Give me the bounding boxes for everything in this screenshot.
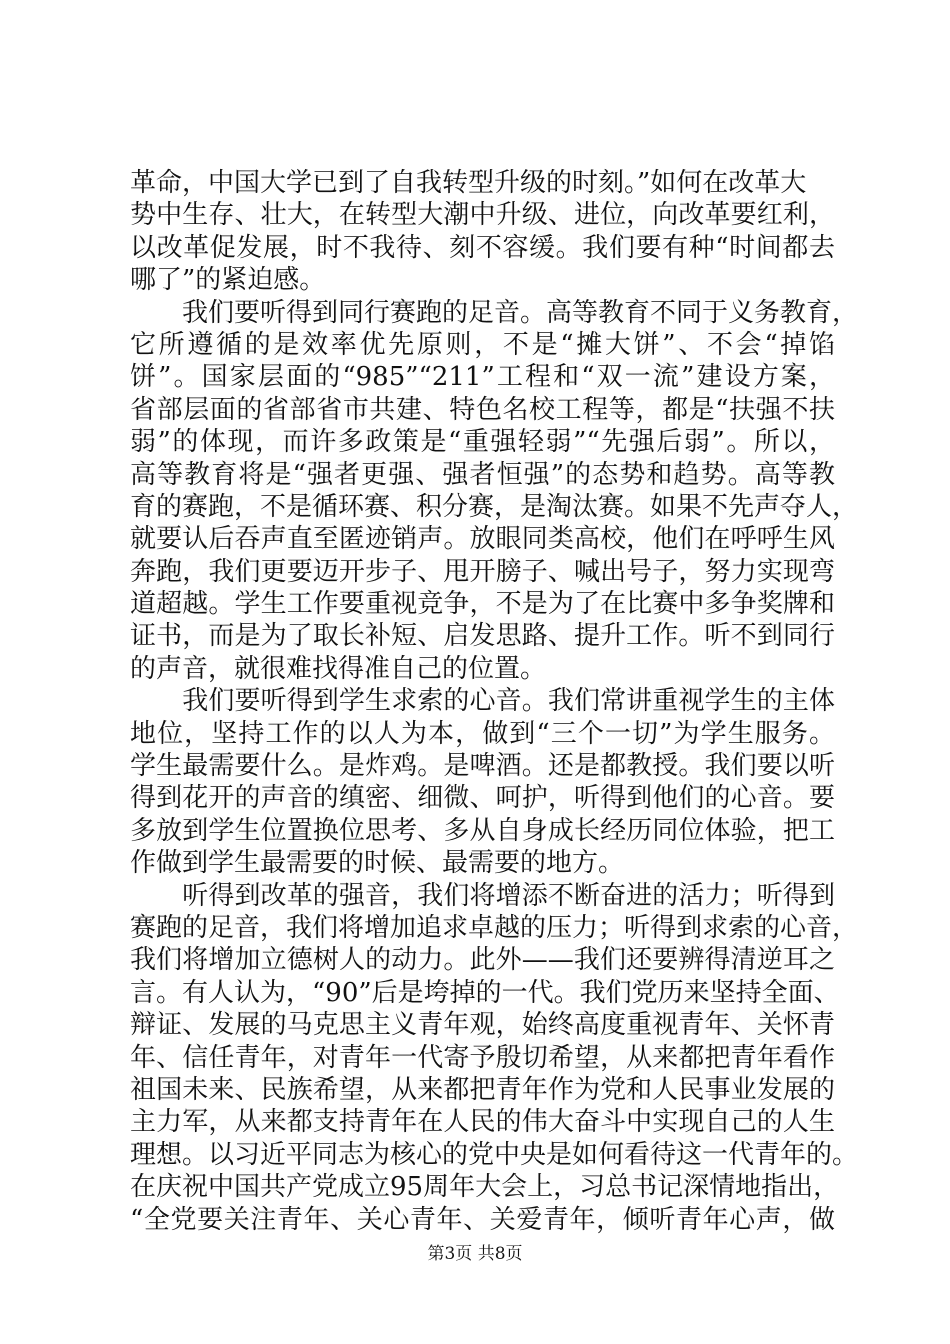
text-line: 学生最需要什么。是炸鸡。是啤酒。还是都教授。我们要以听 [130, 751, 835, 782]
text-line: 势中生存、壮大，在转型大潮中升级、进位，向改革要红利， [130, 200, 835, 231]
text-line: 得到花开的声音的缜密、细微、呵护，听得到他们的心音。要 [130, 783, 835, 814]
text-line: 哪了”的紧迫感。 [130, 265, 326, 296]
text-line: 祖国未来、民族希望，从来都把青年作为党和人民事业发展的 [130, 1074, 835, 1105]
text-line: 多放到学生位置换位思考、多从自身成长经历同位体验，把工 [130, 815, 835, 846]
text-line: 育的赛跑，不是循环赛、积分赛，是淘汰赛。如果不先声夺人， [130, 491, 859, 522]
text-line: 证书，而是为了取长补短、启发思路、提升工作。听不到同行 [130, 621, 835, 652]
text-line: 奔跑，我们更要迈开步子、甩开膀子、喊出号子，努力实现弯 [130, 556, 835, 587]
text-line: 赛跑的足音，我们将增加追求卓越的压力；听得到求索的心音， [130, 912, 859, 943]
text-line: 在庆祝中国共产党成立95周年大会上，习总书记深情地指出， [130, 1172, 840, 1203]
text-line: 高等教育将是“强者更强、强者恒强”的态势和趋势。高等教 [130, 459, 835, 490]
document-body [130, 167, 859, 1236]
text-line: 饼”。国家层面的“985”“211”工程和“双一流”建设方案， [130, 362, 835, 393]
text-line: 主力军，从来都支持青年在人民的伟大奋斗中实现自己的人生 [130, 1107, 835, 1138]
text-line: 地位，坚持工作的以人为本，做到“三个一切”为学生服务。 [130, 718, 835, 749]
text-line: “全党要关注青年、关心青年、关爱青年，倾听青年心声，做 [130, 1204, 835, 1235]
text-line: 辩证、发展的马克思主义青年观，始终高度重视青年、关怀青 [130, 1010, 835, 1041]
text-line: 听得到改革的强音，我们将增添不断奋进的活力；听得到 [130, 880, 835, 911]
text-line: 的声音，就很难找得准自己的位置。 [130, 653, 547, 684]
text-line: 弱”的体现，而许多政策是“重强轻弱”“先强后弱”。所以， [130, 427, 835, 458]
text-line: 作做到学生最需要的时候、最需要的地方。 [130, 848, 625, 879]
text-line: 道超越。学生工作要重视竞争，不是为了在比赛中多争奖牌和 [130, 589, 835, 620]
text-line: 我们要听得到学生求索的心音。我们常讲重视学生的主体 [130, 686, 835, 717]
text-line: 以改革促发展，时不我待、刻不容缓。我们要有种“时间都去 [130, 232, 835, 263]
text-line: 我们要听得到同行赛跑的足音。高等教育不同于义务教育， [130, 297, 859, 328]
page-number-footer: 第3页 共8页 [427, 1244, 523, 1264]
text-line: 革命，中国大学已到了自我转型升级的时刻。”如何在改革大 [130, 168, 807, 198]
text-line: 省部层面的省部省市共建、特色名校工程等，都是“扶强不扶 [130, 394, 835, 425]
text-line: 年、信任青年，对青年一代寄予殷切希望，从来都把青年看作 [130, 1042, 835, 1073]
text-line: 理想。以习近平同志为核心的党中央是如何看待这一代青年的。 [130, 1139, 859, 1170]
text-line: 言。有人认为，“90”后是垮掉的一代。我们党历来坚持全面、 [130, 977, 840, 1008]
text-line: 我们将增加立德树人的动力。此外——我们还要辨得清逆耳之 [130, 945, 835, 976]
text-line: 它所遵循的是效率优先原则，不是“摊大饼”、不会“掉馅 [130, 329, 835, 360]
text-line: 就要认后吞声直至匿迹销声。放眼同类高校，他们在呼呼生风 [130, 524, 835, 555]
